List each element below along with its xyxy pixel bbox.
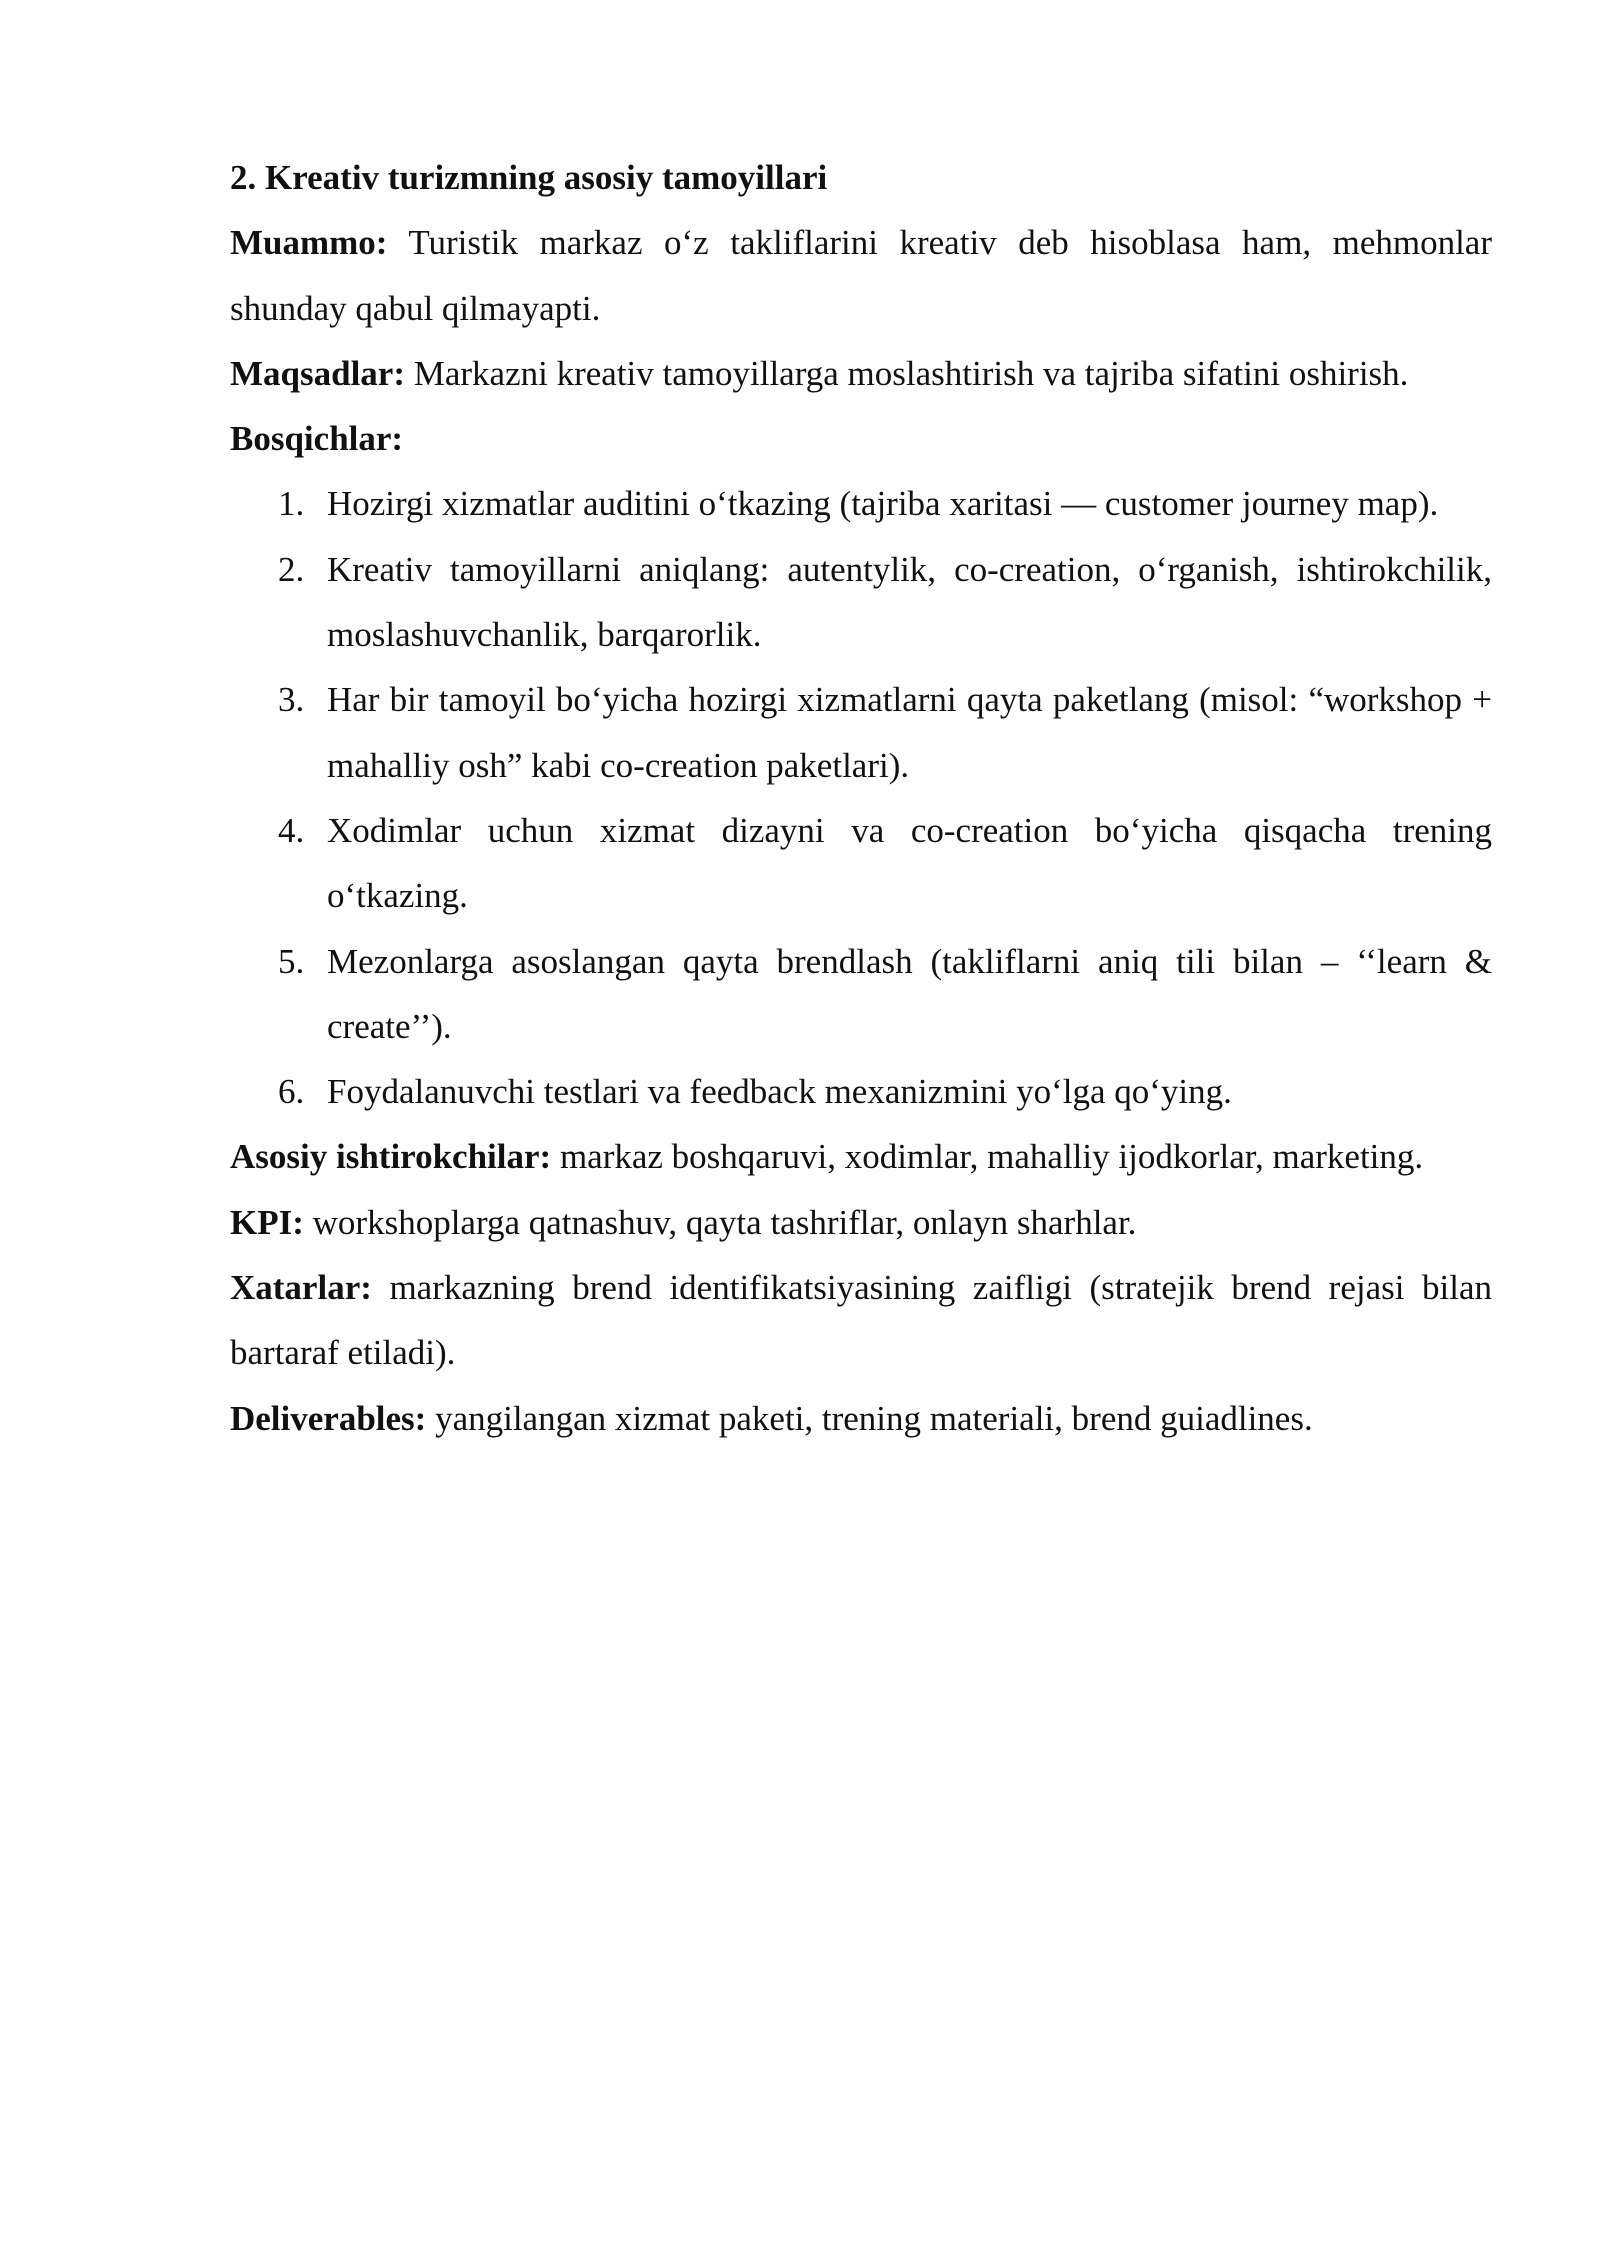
section-title: 2. Kreativ turizmning asosiy tamoyillari: [230, 158, 828, 197]
list-item-number: 2.: [278, 549, 305, 589]
list-item-text: Har bir tamoyil bo‘yicha hozirgi xizmatlarni qayta paketlang (misol: “workshop + mahalliy osh” kabi co-creation paketlari).: [327, 680, 1492, 785]
steps-list: [230, 471, 1492, 1124]
goals-label: Maqsadlar:: [230, 353, 405, 393]
problem-paragraph: [230, 210, 1492, 341]
list-item-number: 3.: [278, 680, 305, 720]
list-item: [230, 471, 1492, 536]
participants-text: markaz boshqaruvi, xodimlar, mahalliy ijodkorlar, marketing.: [559, 1137, 1424, 1177]
deliverables-paragraph: [230, 1386, 1492, 1451]
list-item-number: 1.: [278, 484, 305, 524]
risks-label: Xatarlar:: [230, 1268, 372, 1308]
list-item: [230, 667, 1492, 798]
participants-paragraph: [230, 1124, 1492, 1189]
risks-paragraph: [230, 1255, 1492, 1386]
list-item-text: Mezonlarga asoslangan qayta brendlash (takliflarni aniq tili bilan – ‘‘learn & create’’).: [327, 941, 1492, 1046]
list-item-number: 4.: [278, 810, 305, 850]
kpi-label: KPI:: [230, 1202, 304, 1242]
problem-label: Muammo:: [230, 223, 388, 263]
kpi-paragraph: [230, 1190, 1492, 1255]
problem-text: Turistik markaz o‘z takliflarini kreativ deb hisoblasa ham, mehmonlar shunday qabul qilmayapti.: [230, 223, 1492, 328]
list-item-text: Xodimlar uchun xizmat dizayni va co-creation bo‘yicha qisqacha trening o‘tkazing.: [327, 810, 1492, 916]
goals-paragraph: [230, 341, 1492, 406]
list-item: [230, 1059, 1492, 1124]
list-item-number: 6.: [278, 1072, 305, 1112]
participants-label: Asosiy ishtirokchilar:: [230, 1137, 552, 1177]
list-item: [230, 537, 1492, 668]
list-item-number: 5.: [278, 941, 305, 981]
steps-heading: [230, 406, 1492, 471]
list-item-text: Foydalanuvchi testlari va feedback mexanizmini yo‘lga qo‘ying.: [327, 1072, 1232, 1112]
goals-text: Markazni kreativ tamoyillarga moslashtirish va tajriba sifatini oshirish.: [413, 353, 1409, 393]
list-item: [230, 929, 1492, 1060]
steps-label: Bosqichlar:: [230, 419, 404, 459]
list-item-text: Hozirgi xizmatlar auditini o‘tkazing (tajriba xaritasi — customer journey map).: [327, 484, 1439, 524]
kpi-text: workshoplarga qatnashuv, qayta tashriflar, onlayn sharhlar.: [312, 1202, 1137, 1242]
list-item: [230, 798, 1492, 929]
deliverables-text: yangilangan xizmat paketi, trening materiali, brend guiadlines.: [435, 1398, 1313, 1438]
document-page: [230, 145, 1492, 1451]
deliverables-label: Deliverables:: [230, 1398, 427, 1438]
risks-text: markazning brend identifikatsiyasining zaifligi (stratejik brend rejasi bilan bartaraf etiladi).: [230, 1268, 1492, 1373]
list-item-text: Kreativ tamoyillarni aniqlang: autentylik, co-creation, o‘rganish, ishtirokchilik, moslashuvchanlik, barqarorlik.: [327, 549, 1492, 655]
